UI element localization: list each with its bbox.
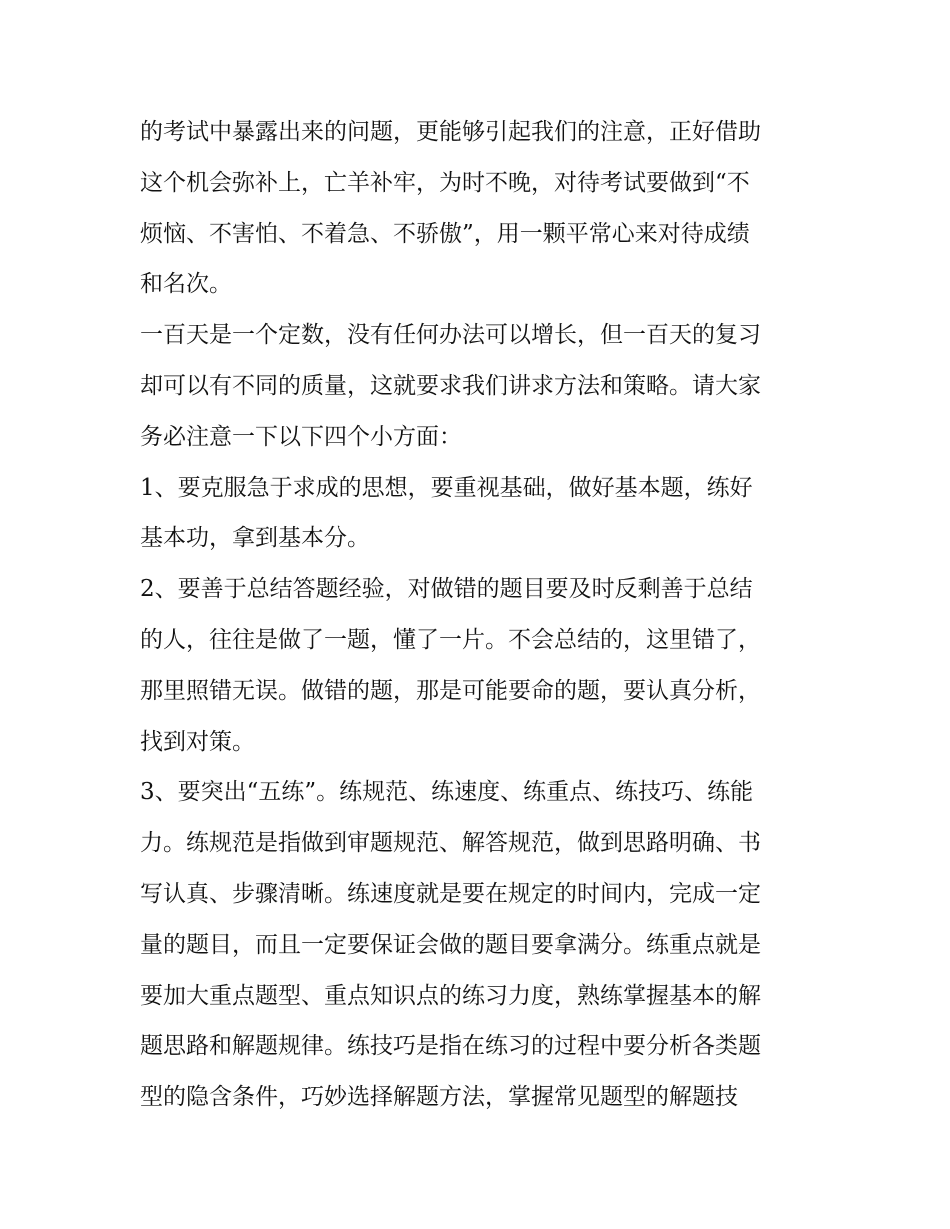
text-line: 的考试中暴露出来的问题，更能够引起我们的注意，正好借助 — [140, 119, 761, 145]
text-line: 2、要善于总结答题经验，对做错的题目要及时反剩善于总结 — [140, 576, 753, 603]
text-line: 却可以有不同的质量，这就要求我们讲求方法和策略。请大家 — [140, 372, 761, 399]
text-line: 务必注意一下以下四个小方面： — [140, 423, 462, 450]
text-line: 找到对策。 — [140, 728, 255, 755]
text-line: 烦恼、不害怕、不着急、不骄傲”，用一颗平常心来对待成绩 — [140, 220, 750, 247]
text-line: 要加大重点题型、重点知识点的练习力度，熟练掌握基本的解 — [140, 982, 761, 1009]
text-line: 题思路和解题规律。练技巧是指在练习的过程中要分析各类题 — [140, 1033, 761, 1060]
text-line: 基本功，拿到基本分。 — [140, 525, 370, 552]
text-line: 3、要突出“五练”。练规范、练速度、练重点、练技巧、练能 — [140, 779, 754, 806]
text-line: 力。练规范是指做到审题规范、解答规范，做到思路明确、书 — [140, 830, 761, 857]
text-line: 的人，往往是做了一题，懂了一片。不会总结的，这里错了， — [140, 626, 761, 653]
text-line: 写认真、步骤清晰。练速度就是要在规定的时间内，完成一定 — [140, 880, 761, 907]
text-line: 那里照错无误。做错的题，那是可能要命的题，要认真分析， — [140, 677, 761, 704]
text-line: 1、要克服急于求成的思想，要重视基础，做好基本题，练好 — [140, 474, 753, 501]
text-line: 这个机会弥补上，亡羊补牢，为时不晚，对待考试要做到“不 — [140, 169, 750, 196]
text-line: 一百天是一个定数，没有任何办法可以增长，但一百天的复习 — [140, 322, 761, 349]
document-body — [140, 107, 812, 1123]
text-line: 量的题目，而且一定要保证会做的题目要拿满分。练重点就是 — [140, 931, 761, 958]
text-line: 和名次。 — [140, 271, 232, 298]
text-line: 型的隐含条件，巧妙选择解题方法，掌握常见题型的解题技 — [140, 1084, 738, 1111]
